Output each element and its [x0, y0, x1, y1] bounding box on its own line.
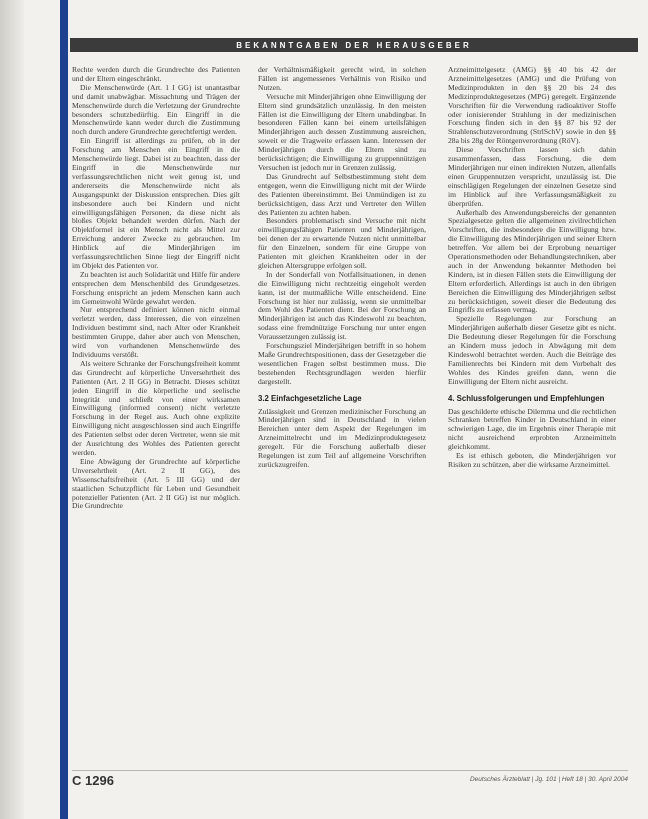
page-edge-shadow [0, 0, 24, 819]
paragraph: Nur entsprechend definiert können nicht einmal verletzt werden, dass Interessen, die von einzelnen Individuen bestimmt sind, nach Alter oder Krankheit bestimmten Gruppe, daher aber auch von Menschen, wird von vorhandenen Menschenwürde des Individuums verstößt. [72, 305, 240, 359]
paragraph: Rechte werden durch die Grundrechte des Patienten und der Eltern eingeschränkt. [72, 66, 240, 83]
paragraph: Es ist ethisch geboten, die Minderjährigen vor Risiken zu schützen, aber die wirksame Arzneimittel. [448, 451, 616, 469]
paragraph: Spezielle Regelungen zur Forschung an Minderjährigen außerhalb dieser Gesetze gibt es nicht. Die Bedeutung dieser Regelungen für die Forschung an Kindern muss jedoch in Abwägung mit dem Kindeswohl betrachtet werden. Auch die Beiträge des Familienrechts bei Kindern mit dem Vorbehalt des Wohles des Kindes greifen dann, wenn die Einwilligung der Eltern nicht ausreicht. [448, 314, 616, 386]
section-heading: 4. Schlussfolgerungen und Empfehlungen [448, 393, 605, 403]
page-number: C 1296 [72, 773, 114, 788]
paragraph: Diese Vorschriften lassen sich dahin zusammenfassen, dass Forschung, die dem Minderjährigen nur einen indirekten Nutzen, allenfalls einen Gruppennutzen verspricht, unzulässig ist. Die einschlägigen Regelungen der einzelnen Gesetze sind im Hinblick auf ihre Verfassungsmäßigkeit zu überprüfen. [448, 145, 616, 208]
paragraph: Zu beachten ist auch Solidarität und Hilfe für andere entsprechen dem Menschenbild des Grundgesetzes. Forschung entspricht an jedem Menschen kann auch im Gemeinwohl Würde gewahrt werden. [72, 269, 240, 306]
paragraph: Ein Eingriff ist allerdings zu prüfen, ob in der Forschung am Menschen ein Eingriff in die Menschenwürde liegt. Dabei ist zu beachten, dass der Eingriff in die Menschenwürde nur verfassungsrechtlichen nicht weit genug ist, und andererseits die Menschenwürde nicht als Ausgangspunkt der Diskussion entsprechen. Dies gilt insbesondere auch bei Kindern und nicht einwilligungsfähigen Personen, da diese nicht als bloßes Objekt behandelt werden dürfen. Nach der Objektformel ist ein Mensch nicht als Mittel zur Erreichung anderer Zwecke zu gebrauchen. Im Hinblick auf die Minderjährigen im verfassungsrechtlichen Sinne liegt der Eingriff nicht im Objekt des Patienten vor. [72, 136, 240, 270]
paragraph: Zulässigkeit und Grenzen medizinischer Forschung an Minderjährigen sind in Deutschland in vielen Bereichen unter dem Aspekt der Regelungen im Arzneimittelrecht und im Medizinproduktegesetz geregelt. Für die Forschung außerhalb dieser Regelungen ist zum Teil auf allgemeine Vorschriften zurückzugreifen. [258, 406, 426, 469]
paragraph: Die Menschenwürde (Art. 1 I GG) ist unantastbar und damit unabwägbar. Missachtung und Trägen der Menschenwürde durch die Verletzung der Grundrechte besonders schutzbedürftig. Ein Eingriff in die Menschenwürde kann weder durch die Zustimmung noch durch andere Grundrechte gerechtfertigt werden. [72, 82, 240, 137]
paragraph: Das Grundrecht auf Selbstbestimmung steht dem entgegen, wenn die Einwilligung nicht mit der Würde des Patienten übereinstimmt. Bei Unmündigen ist zu berücksichtigen, dass Arzt und Vertreter den Willen des Patienten zu achten haben. [258, 171, 426, 217]
section-header-band [70, 38, 638, 52]
paragraph: Eine Abwägung der Grundrechte auf körperliche Unversehrtheit (Art. 2 II GG), des Wissenschaftsfreiheit (Art. 5 III GG) und der staatlichen Schutzpflicht für Leben und Gesundheit potenzieller Patienten (Art. 2 II GG) ist nur möglich. Die Grundrechte [72, 456, 240, 511]
paragraph: In der Sonderfall von Notfallsituationen, in denen die Einwilligung nicht rechtzeitig eingeholt werden kann, ist der mutmaßliche Wille entscheidend. Eine Forschung ist hier nur zulässig, wenn sie unmittelbar dem Wohl des Patienten dient. Bei der Forschung an Minderjährigen ist auch das Kindeswohl zu beachten, sodass eine fremdnützige Forschung nur unter engen Voraussetzungen zulässig ist. [258, 269, 426, 342]
paragraph: Forschungsziel Minderjährigen betrifft in so hohem Maße Grundrechtspositionen, dass der Gesetzgeber die wesentlichen Fragen selbst bestimmen muss. Die bestehenden Rechtsgrundlagen werden hierfür dargestellt. [258, 341, 426, 386]
text-column-3 [448, 66, 616, 766]
paragraph: Das geschilderte ethische Dilemma und die rechtlichen Schranken betreffen Kinder in Deutschland in einer schwierigen Lage, die im Ergebnis einer Therapie mit nicht ausreichend erprobten Arzneimitteln gleichkommt. [448, 406, 616, 452]
paragraph: Als weitere Schranke der Forschungsfreiheit kommt das Grundrecht auf körperliche Unversehrtheit des Patienten (Art. 2 II GG) in Betracht. Dieses schützt jeden Eingriff in die körperliche und seelische Integrität und schließt von einer wirksamen Einwilligung (informed consent) nicht verletzte Forschung in der Regel aus. Auch ohne explizite Einwilligung nicht ausgeschlossen sind auch Eingriffe des Patienten selbst oder deren Vertreter, wenn sie mit der Ausrichtung des Wohles des Patienten gerecht werden. [72, 358, 240, 457]
paragraph: der Verhältnismäßigkeit gerecht wird, in solchen Fällen ist angemessenes Verhältnis von Risiko und Nutzen. [258, 66, 426, 92]
paragraph: Versuche mit Minderjährigen ohne Einwilligung der Eltern sind grundsätzlich unzulässig. In den meisten Fällen ist die Einwilligung der Eltern unabdingbar. In besonderen Fällen kann bei einem urteilsfähigen Minderjährigen auch dessen Zustimmung ausreichen, soweit er die Tragweite erfassen kann. Interessen der Minderjährigen durch die Eltern sind zu berücksichtigen; die Einwilligung zu gruppennützigen Versuchen ist jedoch nur in Grenzen zulässig. [258, 91, 426, 172]
text-column-2 [258, 66, 426, 766]
text-column-1 [72, 66, 240, 766]
color-margin-strip [60, 0, 68, 819]
journal-citation: Deutsches Ärzteblatt | Jg. 101 | Heft 18 | 30. April 2004 [469, 776, 628, 783]
paragraph: Besonders problematisch sind Versuche mit nicht einwilligungsfähigen Patienten und Minderjährigen, bei denen der zu erwartende Nutzen nicht unmittelbar für den Einzelnen, sondern für eine Gruppe von Patienten mit gleichen Krankheiten oder in der gleichen Altersgruppe erfolgen soll. [258, 216, 426, 270]
section-header-title: BEKANNTGABEN DER HERAUSGEBER [236, 40, 472, 50]
paragraph: Arzneimittelgesetz (AMG) §§ 40 bis 42 der Arzneimittelgesetzes (AMG) und die Prüfung von Medizinprodukten in den §§ 20 bis 24 des Medizinproduktegesetzes (MPG) geregelt. Ergänzende Vorschriften für die Verwendung radioaktiver Stoffe oder ionisierender Strahlung in der medizinischen Forschung finden sich in den §§ 87 bis 92 der Strahlenschutzverordnung (StrlSchV) sowie in den §§ 28a bis 28g der Röntgenverordnung (RöV). [448, 66, 616, 146]
section-heading: 3.2 Einfachgesetzliche Lage [258, 393, 362, 403]
paragraph: Außerhalb des Anwendungsbereichs der genannten Spezialgesetze gelten die allgemeinen zivilrechtlichen Vorschriften, die insbesondere die Einwilligung bzw. die Einwilligung des Minderjährigen und seiner Eltern betreffen. Vor allem bei der Erprobung neuartiger Operationsmethoden oder Behandlungstechniken, aber auch in der Anwendung bekannter Methoden bei Kindern, ist in diesen Fällen stets die Einwilligung der Eltern erforderlich. Allerdings ist auch in den übrigen Bereichen die Einwilligung des Minderjährigen selbst zu berücksichtigen, soweit dieser die Bedeutung des Eingriffs zu erfassen vermag. [448, 207, 616, 315]
footer-rule [72, 770, 628, 771]
